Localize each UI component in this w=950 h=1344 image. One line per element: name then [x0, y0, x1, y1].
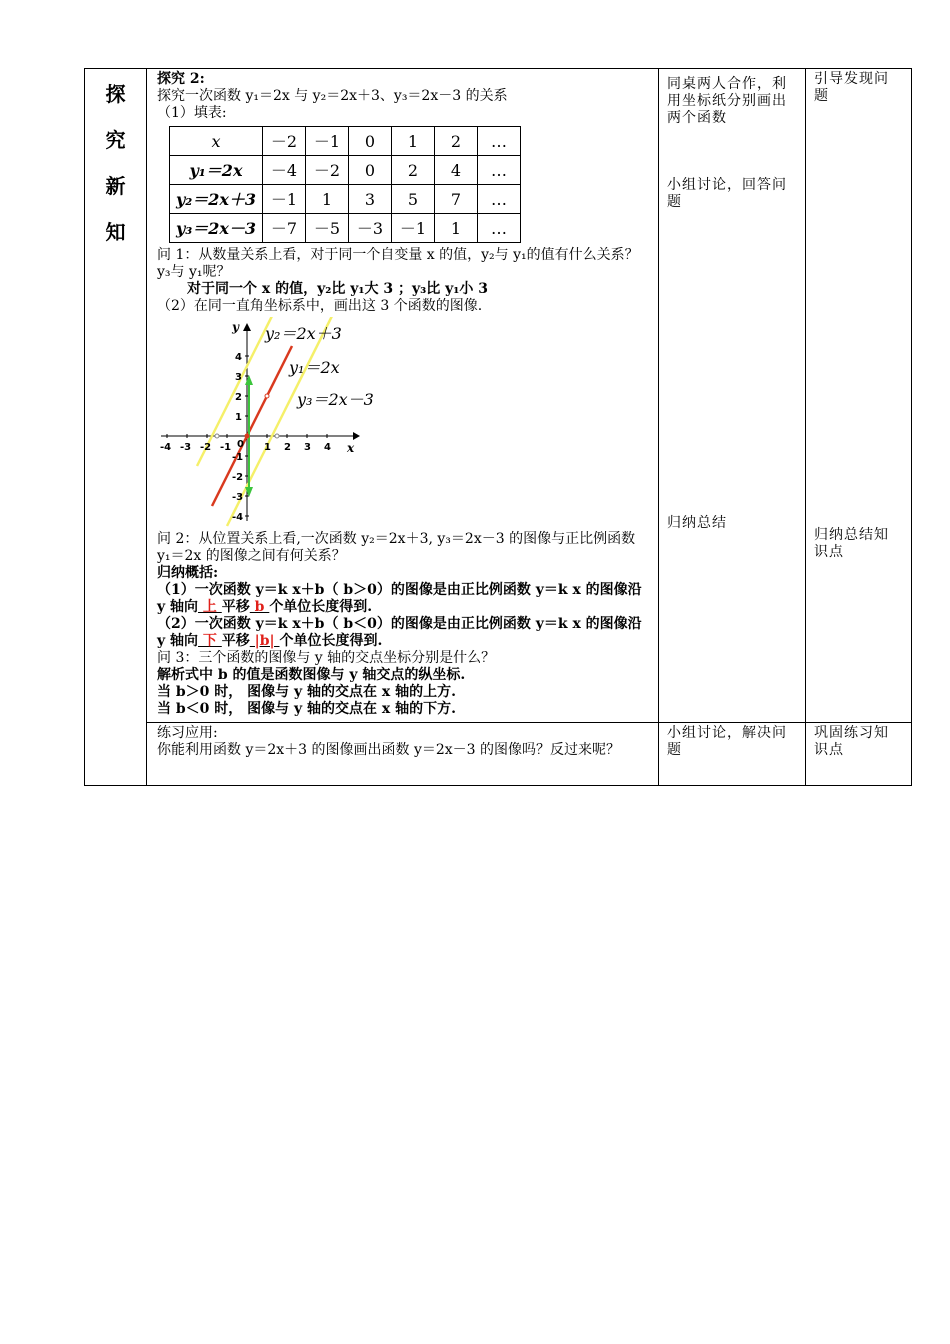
label-y2: y₂＝2x＋3	[265, 324, 342, 343]
design-intent-cell	[806, 69, 912, 723]
practice-title: 练习应用:	[157, 725, 218, 741]
svg-text:2: 2	[235, 392, 242, 403]
table-row: x －2 －1 0 1 2 …	[170, 127, 521, 156]
summary-2: （2）一次函数 y＝k x＋b（ b＜0）的图像是由正比例函数 y＝k x 的图像沿 y 轴向 下 平移 |b| 个单位长度得到.	[157, 616, 642, 649]
student-activity-3: 归纳总结	[667, 515, 727, 531]
explore-title: 探究 2:	[157, 71, 205, 87]
x-axis-label: x	[347, 441, 355, 455]
svg-text:1: 1	[235, 412, 242, 423]
line-y3	[227, 317, 337, 526]
table-row: y₂＝2x＋3 －1 1 3 5 7 …	[170, 185, 521, 214]
svg-text:-1: -1	[232, 452, 244, 463]
section-title: 探 究 新 知	[105, 82, 126, 244]
label-y3: y₃＝2x－3	[297, 390, 374, 409]
question-2: 问 2：从位置关系上看,一次函数 y₂＝2x＋3, y₃＝2x－3 的图像与正比例函数 y₁＝2x 的图像之间有何关系？	[157, 531, 636, 564]
practice-student: 小组讨论，解决问题	[667, 725, 787, 758]
y-axis-label: y	[232, 320, 239, 334]
lesson-plan-table	[84, 68, 912, 786]
answer-1: 对于同一个 x 的值，y₂比 y₁大 3 ；y₃比 y₁小 3	[187, 281, 489, 297]
svg-text:2: 2	[284, 442, 291, 453]
answer-3-3: 当 b＜0 时， 图像与 y 轴的交点在 x 轴的下方.	[157, 701, 457, 717]
function-graph	[157, 317, 397, 527]
svg-text:-2: -2	[200, 442, 212, 453]
value-table	[169, 126, 521, 243]
point-y3-root	[275, 434, 279, 438]
y-axis-arrow	[243, 323, 251, 331]
svg-text:3: 3	[304, 442, 311, 453]
svg-text:-3: -3	[232, 492, 244, 503]
student-activity-1: 同桌两人合作，利用坐标纸分别画出两个函数	[667, 76, 787, 126]
practice-student-cell	[659, 723, 806, 786]
question-3: 问 3：三个函数的图像与 y 轴的交点坐标分别是什么？	[157, 650, 496, 666]
x-axis-arrow	[353, 432, 360, 440]
design-intent-1: 引导发现问题	[814, 71, 889, 104]
answer-3-2: 当 b＞0 时， 图像与 y 轴的交点在 x 轴的上方.	[157, 684, 457, 700]
content-cell	[147, 69, 659, 723]
point-origin	[245, 434, 250, 439]
practice-cell	[147, 723, 659, 786]
svg-text:3: 3	[235, 372, 242, 383]
answer-3-1: 解析式中 b 的值是函数图像与 y 轴交点的纵坐标.	[157, 667, 466, 683]
line-y1	[212, 346, 292, 506]
svg-text:-3: -3	[180, 442, 192, 453]
svg-text:1: 1	[264, 442, 271, 453]
draw-label: （2）在同一直角坐标系中，画出这 3 个函数的图像.	[157, 298, 483, 314]
svg-text:-4: -4	[160, 442, 172, 453]
practice-intent: 巩固练习知识点	[814, 725, 889, 758]
student-activity-cell	[659, 69, 806, 723]
svg-text:-4: -4	[232, 512, 244, 523]
summary-title: 归纳概括:	[157, 565, 219, 581]
explore-intro: 探究一次函数 y₁＝2x 与 y₂＝2x＋3、y₃＝2x－3 的关系	[157, 88, 508, 104]
svg-text:-1: -1	[220, 442, 232, 453]
practice-text: 你能利用函数 y＝2x＋3 的图像画出函数 y＝2x－3 的图像吗？反过来呢？	[157, 742, 621, 758]
svg-text:4: 4	[235, 352, 242, 363]
question-1: 问 1：从数量关系上看，对于同一个自变量 x 的值，y₂与 y₁的值有什么关系？y₃与 y₁呢？	[157, 247, 639, 280]
summary-1: （1）一次函数 y＝k x＋b（ b＞0）的图像是由正比例函数 y＝k x 的图像沿 y 轴向 上 平移 b 个单位长度得到.	[157, 582, 642, 615]
practice-intent-cell	[806, 723, 912, 786]
table-row: y₃＝2x－3 －7 －5 －3 －1 1 …	[170, 214, 521, 243]
label-y1: y₁＝2x	[289, 358, 340, 377]
design-intent-2: 归纳总结知识点	[814, 527, 889, 560]
student-activity-2: 小组讨论，回答问题	[667, 177, 787, 210]
fill-label: （1）填表:	[157, 105, 227, 121]
point-y2-root	[215, 434, 219, 438]
svg-text:0: 0	[237, 439, 244, 450]
point-y1	[265, 394, 269, 398]
table-row: y₁＝2x －4 －2 0 2 4 …	[170, 156, 521, 185]
svg-text:-2: -2	[232, 472, 244, 483]
section-cell	[85, 69, 147, 786]
svg-text:4: 4	[324, 442, 331, 453]
